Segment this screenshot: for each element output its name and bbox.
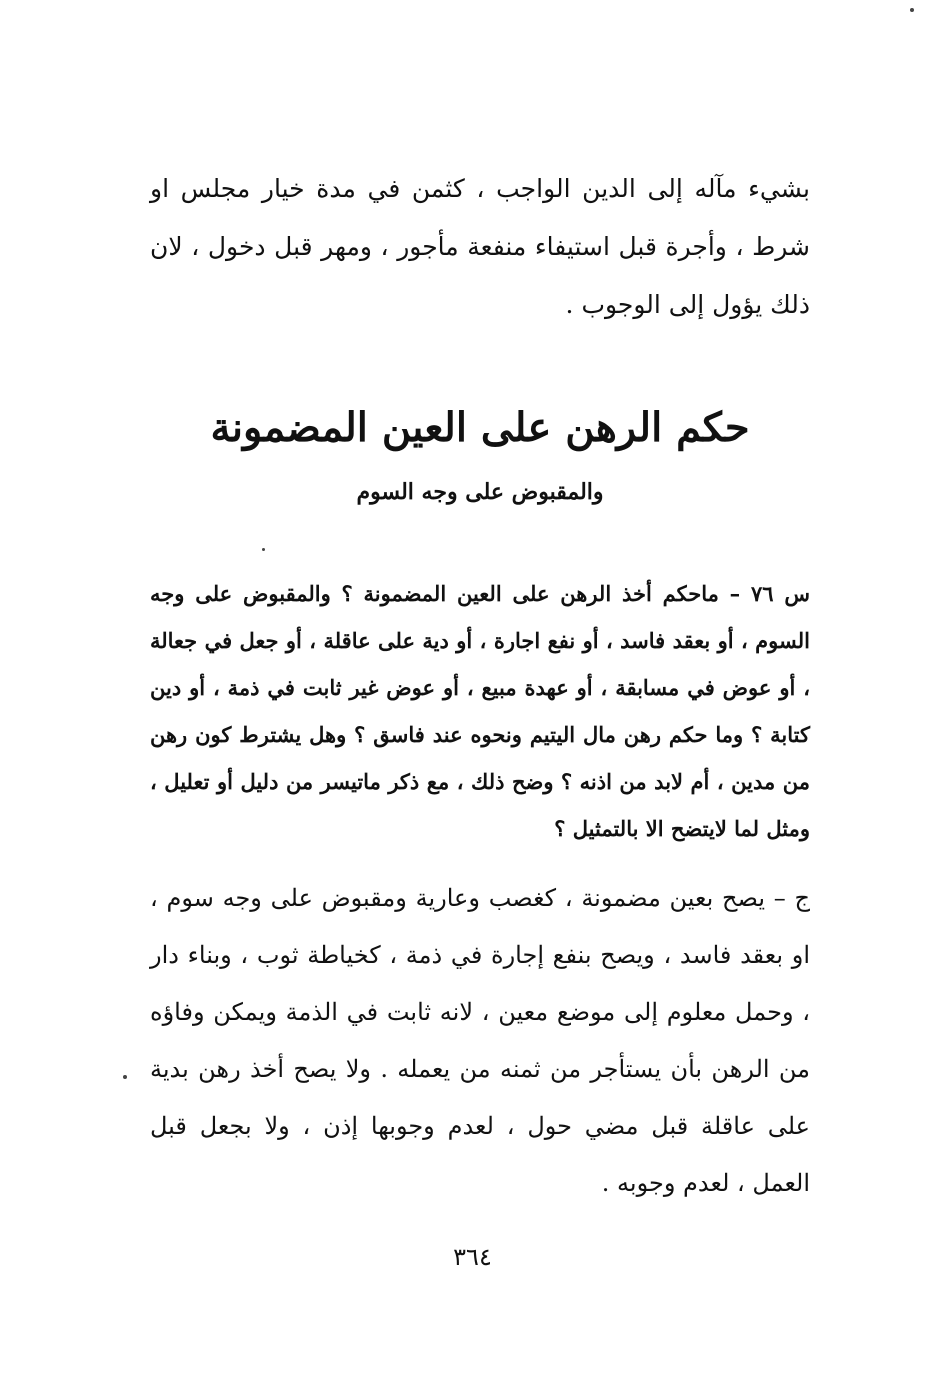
section-title: حكم الرهن على العين المضمونة xyxy=(210,404,750,451)
scan-speck xyxy=(910,8,914,12)
page-number: ٣٦٤ xyxy=(453,1243,492,1271)
section-subtitle: والمقبوض على وجه السوم xyxy=(356,479,604,505)
scan-speck xyxy=(123,1075,127,1079)
question-paragraph: س ٧٦ – ماحكم أخذ الرهن على العين المضمونة ؟ والمقبوض على وجه السوم ، أو بعقد فاسد ، أو نفع اجارة ، أو دية على عاقلة ، أو جعل في جعالة ، أو عوض في مسابقة ، أو عهدة مبيع ، أو عوض غير ثابت في ذمة ، أو دين كتابة ؟ وما حكم رهن مال اليتيم ونحوه عند فاسق ؟ وهل يشترط كون رهن من مدين ، أم لابد من اذنه ؟ وضح ذلك ، مع ذكر ماتيسر من دليل أو تعليل ، ومثل لما لايتضح الا بالتمثيل ؟ xyxy=(150,581,810,841)
scan-speck xyxy=(262,548,265,551)
answer-paragraph: ج – يصح بعين مضمونة ، كغصب وعارية ومقبوض على وجه سوم ، او بعقد فاسد ، ويصح بنفع إجارة في ذمة ، كخياطة ثوب ، وبناء دار ، وحمل معلوم إلى موضع معين ، لانه ثابت في الذمة ويمكن وفاؤه من الرهن بأن يستأجر من ثمنه من يعمله . ولا يصح أخذ رهن بدية على عاقلة قبل مضي حول ، لعدم وجوبها إذن ، ولا بجعل قبل العمل ، لعدم وجوبه . xyxy=(150,884,810,1197)
intro-paragraph: بشيء مآله إلى الدين الواجب ، كثمن في مدة خيار مجلس او شرط ، وأجرة قبل استيفاء منفعة مأجور ، ومهر قبل دخول ، لان ذلك يؤول إلى الوجوب . xyxy=(150,174,810,319)
